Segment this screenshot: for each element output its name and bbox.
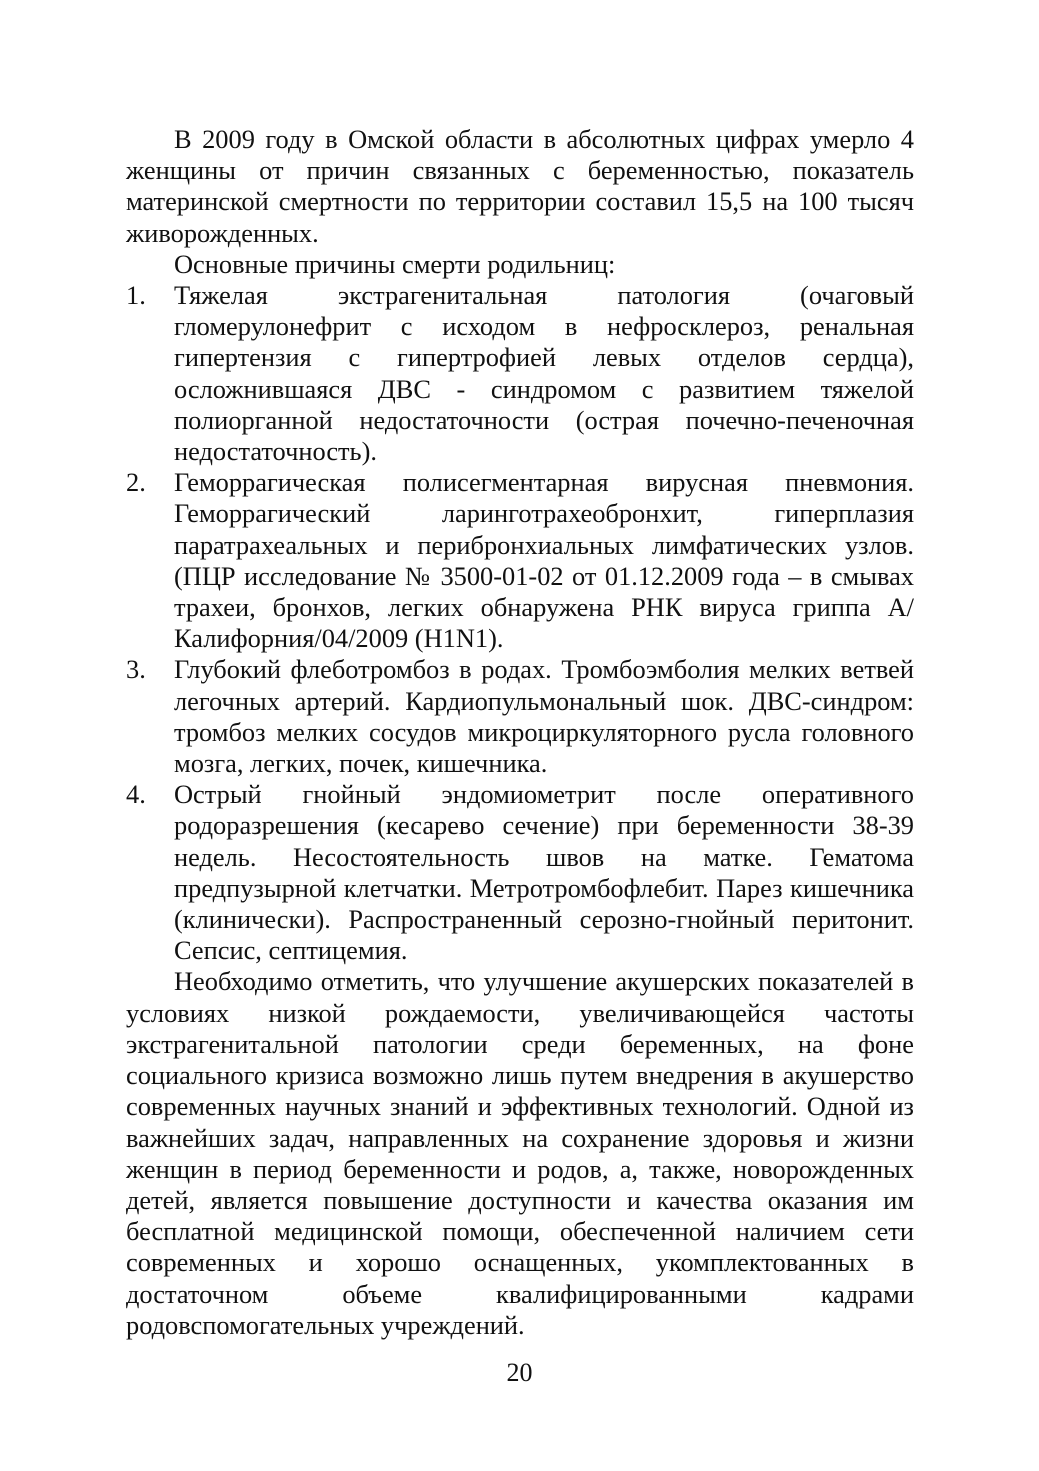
cause-number: 3. bbox=[126, 654, 146, 685]
conclusion-paragraph: Необходимо отметить, что улучшение акушерских показателей в условиях низкой рождаемости, увеличивающейся частоты экстрагенитальной патологии среди беременных, на фоне социального кризиса возможно лишь путем внедрения в акушерство современных научных знаний и эффективных технологий. Одной из важнейших задач, направленных на сохранение здоровья и жизни женщин в период беременности и родов, а, также, новорожденных детей, является повышение доступности и качества оказания им бесплатной медицинской помощи, обеспеченной наличием сети современных и хорошо оснащенных, укомплектованных в достаточном объеме квалифицированными кадрами родовспомогательных учреждений. bbox=[126, 966, 914, 1340]
cause-text: Тяжелая экстрагенитальная патология (очаговый гломерулонефрит с исходом в нефросклероз, ренальная гипертензия с гипертрофией левых отделов сердца), осложнившаяся ДВС - синдромом с развитием тяжелой полиорганной недостаточности (острая почечно-печеночная недостаточность). bbox=[174, 280, 914, 467]
causes-list bbox=[126, 280, 914, 966]
cause-text: Острый гнойный эндомиометрит после оперативного родоразрешения (кесарево сечение) при беременности 38-39 недель. Несостоятельность швов на матке. Гематома предпузырной клетчатки. Метротромбофлебит. Парез кишечника (клинически). Распространенный серозно-гнойный перитонит. Сепсис, септицемия. bbox=[174, 779, 914, 966]
cause-item-3 bbox=[126, 654, 914, 779]
cause-number: 4. bbox=[126, 779, 146, 810]
cause-text: Геморрагическая полисегментарная вирусная пневмония. Геморрагический ларинготрахеобронхит, гиперплазия паратрахеальных и перибронхиальных лимфатических узлов. (ПЦР исследование № 3500-01-02 от 01.12.2009 года – в смывах трахеи, бронхов, легких обнаружена РНК вируса гриппа А/Калифорния/04/2009 (H1N1). bbox=[174, 467, 914, 654]
cause-number: 1. bbox=[126, 280, 146, 311]
cause-number: 2. bbox=[126, 467, 146, 498]
intro-paragraph: В 2009 году в Омской области в абсолютных цифрах умерло 4 женщины от причин связанных с беременностью, показатель материнской смертности по территории составил 15,5 на 100 тысяч живорожденных. bbox=[126, 124, 914, 248]
cause-item-2 bbox=[126, 467, 914, 654]
cause-text: Глубокий флеботромбоз в родах. Тромбоэмболия мелких ветвей легочных артерий. Кардиопульмональный шок. ДВС-синдром: тромбоз мелких сосудов микроциркуляторного русла головного мозга, легких, почек, кишечника. bbox=[174, 654, 914, 779]
page-number: 20 bbox=[506, 1358, 533, 1387]
cause-item-1 bbox=[126, 280, 914, 467]
cause-item-4 bbox=[126, 779, 914, 966]
causes-heading: Основные причины смерти родильниц: bbox=[174, 248, 616, 279]
page-text bbox=[126, 124, 914, 1341]
